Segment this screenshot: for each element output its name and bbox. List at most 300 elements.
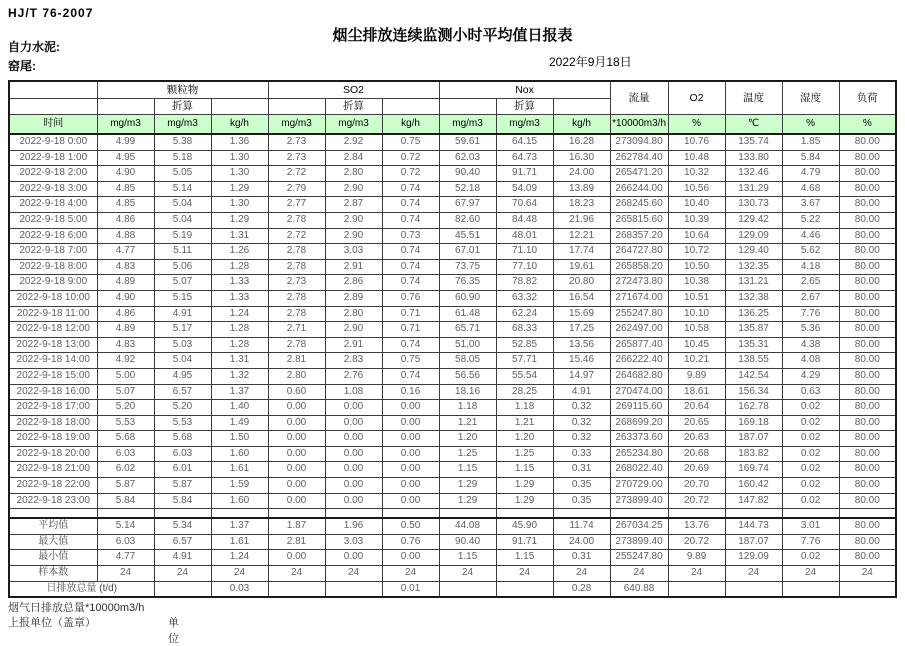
value-cell: 2.78 — [268, 337, 325, 353]
value-cell: 2.78 — [268, 212, 325, 228]
summary-value-cell: 20.72 — [668, 534, 725, 550]
value-cell: 0.35 — [553, 493, 610, 509]
unit-cell: % — [839, 115, 896, 135]
time-cell: 2022-9-18 17:00 — [9, 400, 97, 416]
value-cell: 1.40 — [211, 400, 268, 416]
blank-cell — [211, 99, 268, 115]
value-cell: 5.15 — [154, 290, 211, 306]
value-cell: 73.75 — [439, 259, 496, 275]
value-cell: 1.25 — [439, 446, 496, 462]
value-cell: 15.69 — [553, 306, 610, 322]
blank-cell — [268, 99, 325, 115]
table-row — [9, 244, 896, 260]
value-cell: 61.48 — [439, 306, 496, 322]
value-cell: 4.99 — [97, 134, 154, 150]
value-cell: 64.73 — [496, 150, 553, 166]
value-cell: 1.28 — [211, 337, 268, 353]
value-cell: 4.18 — [782, 259, 839, 275]
value-cell: 24.00 — [553, 166, 610, 182]
value-cell: 13.56 — [553, 337, 610, 353]
value-cell: 270729.00 — [610, 478, 668, 494]
value-cell: 2.89 — [325, 290, 382, 306]
value-cell: 5.07 — [154, 275, 211, 291]
value-cell: 70.64 — [496, 197, 553, 213]
time-cell: 2022-9-18 6:00 — [9, 228, 97, 244]
daily-total-cell: 0.28 — [553, 581, 610, 597]
unit-cell: mg/m3 — [97, 115, 154, 135]
value-cell: 1.59 — [211, 478, 268, 494]
value-cell: 0.32 — [553, 415, 610, 431]
daily-total-cell — [154, 581, 211, 597]
blank-cell — [9, 509, 97, 519]
value-cell: 5.06 — [154, 259, 211, 275]
kiln-label: 窑尾: — [8, 59, 36, 73]
group-header-pm: 颗粒物 — [97, 81, 268, 99]
summary-row — [9, 550, 896, 566]
value-cell: 2.76 — [325, 368, 382, 384]
value-cell: 5.05 — [154, 166, 211, 182]
value-cell: 2.67 — [782, 290, 839, 306]
time-header: 时间 — [9, 115, 97, 135]
summary-value-cell: 24 — [97, 566, 154, 582]
value-cell: 80.00 — [839, 306, 896, 322]
value-cell: 1.08 — [325, 384, 382, 400]
table-row — [9, 431, 896, 447]
value-cell: 4.90 — [97, 166, 154, 182]
value-cell: 4.85 — [97, 181, 154, 197]
summary-value-cell: 4.77 — [97, 550, 154, 566]
value-cell: 4.08 — [782, 353, 839, 369]
value-cell: 13.89 — [553, 181, 610, 197]
value-cell: 265877.40 — [610, 337, 668, 353]
value-cell: 2.80 — [325, 306, 382, 322]
time-cell: 2022-9-18 19:00 — [9, 431, 97, 447]
value-cell: 16.28 — [553, 134, 610, 150]
value-cell: 131.29 — [725, 181, 782, 197]
value-cell: 4.95 — [154, 368, 211, 384]
summary-value-cell: 273899.40 — [610, 534, 668, 550]
value-cell: 65.71 — [439, 322, 496, 338]
value-cell: 10.58 — [668, 322, 725, 338]
summary-value-cell: 5.14 — [97, 518, 154, 534]
summary-row — [9, 566, 896, 582]
value-cell: 0.00 — [268, 431, 325, 447]
summary-value-cell: 0.00 — [325, 550, 382, 566]
value-cell: 4.89 — [97, 322, 154, 338]
value-cell: 80.00 — [839, 322, 896, 338]
value-cell: 5.53 — [154, 415, 211, 431]
value-cell: 4.90 — [97, 290, 154, 306]
value-cell: 20.70 — [668, 478, 725, 494]
value-cell: 0.02 — [782, 478, 839, 494]
subheader-converted-nox: 折算 — [496, 99, 553, 115]
value-cell: 1.32 — [211, 368, 268, 384]
value-cell: 80.00 — [839, 415, 896, 431]
value-cell: 1.21 — [439, 415, 496, 431]
subheader-converted-so2: 折算 — [325, 99, 382, 115]
summary-value-cell: 24 — [668, 566, 725, 582]
value-cell: 0.00 — [382, 400, 439, 416]
time-cell: 2022-9-18 8:00 — [9, 259, 97, 275]
value-cell: 0.71 — [382, 306, 439, 322]
daily-total-cell: 0.03 — [211, 581, 268, 597]
value-cell: 6.03 — [97, 446, 154, 462]
value-cell: 5.62 — [782, 244, 839, 260]
value-cell: 6.01 — [154, 462, 211, 478]
value-cell: 80.00 — [839, 446, 896, 462]
value-cell: 80.00 — [839, 353, 896, 369]
value-cell: 0.00 — [325, 446, 382, 462]
unit-cell: mg/m3 — [325, 115, 382, 135]
value-cell: 80.00 — [839, 181, 896, 197]
value-cell: 62.03 — [439, 150, 496, 166]
value-cell: 272473.80 — [610, 275, 668, 291]
value-cell: 132.38 — [725, 290, 782, 306]
time-cell: 2022-9-18 10:00 — [9, 290, 97, 306]
summary-value-cell: 187.07 — [725, 534, 782, 550]
value-cell: 1.85 — [782, 134, 839, 150]
value-cell: 6.03 — [154, 446, 211, 462]
value-cell: 255247.80 — [610, 306, 668, 322]
value-cell: 187.07 — [725, 431, 782, 447]
value-cell: 265858.20 — [610, 259, 668, 275]
value-cell: 264727.80 — [610, 244, 668, 260]
unit-cell: kg/h — [211, 115, 268, 135]
value-cell: 14.97 — [553, 368, 610, 384]
value-cell: 1.31 — [211, 353, 268, 369]
unit-label: 单位 — [168, 617, 179, 645]
value-cell: 0.73 — [382, 228, 439, 244]
value-cell: 268357.20 — [610, 228, 668, 244]
value-cell: 63.32 — [496, 290, 553, 306]
standard-code: HJ/T 76-2007 — [8, 6, 94, 20]
value-cell: 10.51 — [668, 290, 725, 306]
summary-value-cell: 3.01 — [782, 518, 839, 534]
value-cell: 10.39 — [668, 212, 725, 228]
value-cell: 269115.60 — [610, 400, 668, 416]
value-cell: 80.00 — [839, 368, 896, 384]
value-cell: 0.74 — [382, 197, 439, 213]
summary-value-cell: 1.96 — [325, 518, 382, 534]
value-cell: 268245.60 — [610, 197, 668, 213]
value-cell: 80.00 — [839, 478, 896, 494]
value-cell: 2.90 — [325, 228, 382, 244]
table-row — [9, 322, 896, 338]
reporting-unit-line — [8, 614, 179, 645]
value-cell: 1.33 — [211, 275, 268, 291]
summary-value-cell: 24 — [439, 566, 496, 582]
value-cell: 80.00 — [839, 400, 896, 416]
value-cell: 183.82 — [725, 446, 782, 462]
summary-label: 样本数 — [9, 566, 97, 582]
value-cell: 5.20 — [97, 400, 154, 416]
summary-value-cell: 1.15 — [439, 550, 496, 566]
summary-value-cell: 4.91 — [154, 550, 211, 566]
value-cell: 4.77 — [97, 244, 154, 260]
value-cell: 5.22 — [782, 212, 839, 228]
value-cell: 271674.00 — [610, 290, 668, 306]
value-cell: 0.00 — [268, 446, 325, 462]
value-cell: 2.77 — [268, 197, 325, 213]
summary-value-cell: 80.00 — [839, 518, 896, 534]
blank-cell — [439, 509, 496, 519]
value-cell: 1.29 — [496, 478, 553, 494]
value-cell: 1.25 — [496, 446, 553, 462]
summary-value-cell: 0.50 — [382, 518, 439, 534]
value-cell: 64.15 — [496, 134, 553, 150]
blank-cell — [268, 509, 325, 519]
value-cell: 18.16 — [439, 384, 496, 400]
daily-total-cell — [668, 581, 725, 597]
table-row — [9, 181, 896, 197]
value-cell: 266222.40 — [610, 353, 668, 369]
subheader-converted-pm: 折算 — [154, 99, 211, 115]
time-cell: 2022-9-18 18:00 — [9, 415, 97, 431]
summary-value-cell: 24 — [154, 566, 211, 582]
value-cell: 0.32 — [553, 400, 610, 416]
value-cell: 4.29 — [782, 368, 839, 384]
value-cell: 263373.60 — [610, 431, 668, 447]
value-cell: 56.56 — [439, 368, 496, 384]
value-cell: 132.46 — [725, 166, 782, 182]
value-cell: 2.79 — [268, 181, 325, 197]
value-cell: 2.73 — [268, 150, 325, 166]
header-humidity: 湿度 — [782, 81, 839, 115]
value-cell: 77.10 — [496, 259, 553, 275]
value-cell: 265471.20 — [610, 166, 668, 182]
summary-value-cell: 3.03 — [325, 534, 382, 550]
value-cell: 129.40 — [725, 244, 782, 260]
company-name: 自力水泥: — [8, 40, 60, 54]
value-cell: 16.30 — [553, 150, 610, 166]
value-cell: 17.74 — [553, 244, 610, 260]
value-cell: 2.71 — [268, 322, 325, 338]
value-cell: 0.76 — [382, 290, 439, 306]
value-cell: 6.57 — [154, 384, 211, 400]
table-row — [9, 478, 896, 494]
group-header-so2: SO2 — [268, 81, 439, 99]
value-cell: 0.75 — [382, 353, 439, 369]
table-row — [9, 275, 896, 291]
value-cell: 62.24 — [496, 306, 553, 322]
summary-label: 最大值 — [9, 534, 97, 550]
header-o2: O2 — [668, 81, 725, 115]
value-cell: 264682.80 — [610, 368, 668, 384]
summary-row — [9, 518, 896, 534]
value-cell: 2.78 — [268, 259, 325, 275]
time-cell: 2022-9-18 3:00 — [9, 181, 97, 197]
value-cell: 2.72 — [268, 166, 325, 182]
value-cell: 4.91 — [553, 384, 610, 400]
value-cell: 0.00 — [325, 415, 382, 431]
value-cell: 5.68 — [154, 431, 211, 447]
value-cell: 169.18 — [725, 415, 782, 431]
value-cell: 48.01 — [496, 228, 553, 244]
value-cell: 0.00 — [268, 493, 325, 509]
unit-cell: mg/m3 — [496, 115, 553, 135]
value-cell: 20.69 — [668, 462, 725, 478]
summary-value-cell: 1.15 — [496, 550, 553, 566]
value-cell: 12.21 — [553, 228, 610, 244]
table-row — [9, 384, 896, 400]
unit-cell: *10000m3/h — [610, 115, 668, 135]
value-cell: 2.73 — [268, 134, 325, 150]
value-cell: 5.84 — [782, 150, 839, 166]
table-header — [9, 81, 896, 134]
value-cell: 0.74 — [382, 244, 439, 260]
summary-value-cell: 24 — [496, 566, 553, 582]
value-cell: 80.00 — [839, 228, 896, 244]
value-cell: 129.42 — [725, 212, 782, 228]
value-cell: 2.90 — [325, 181, 382, 197]
value-cell: 16.54 — [553, 290, 610, 306]
table-row — [9, 337, 896, 353]
daily-total-cell — [325, 581, 382, 597]
summary-value-cell: 1.37 — [211, 518, 268, 534]
value-cell: 4.79 — [782, 166, 839, 182]
value-cell: 20.63 — [668, 431, 725, 447]
value-cell: 2.84 — [325, 150, 382, 166]
value-cell: 2.91 — [325, 259, 382, 275]
value-cell: 0.00 — [325, 400, 382, 416]
value-cell: 1.33 — [211, 290, 268, 306]
value-cell: 80.00 — [839, 290, 896, 306]
value-cell: 130.73 — [725, 197, 782, 213]
value-cell: 2.80 — [268, 368, 325, 384]
value-cell: 169.74 — [725, 462, 782, 478]
value-cell: 10.64 — [668, 228, 725, 244]
value-cell: 84.48 — [496, 212, 553, 228]
value-cell: 80.00 — [839, 259, 896, 275]
unit-cell: kg/h — [382, 115, 439, 135]
value-cell: 1.28 — [211, 259, 268, 275]
value-cell: 78.82 — [496, 275, 553, 291]
value-cell: 2.90 — [325, 212, 382, 228]
table-row — [9, 290, 896, 306]
summary-value-cell: 0.00 — [268, 550, 325, 566]
value-cell: 80.00 — [839, 275, 896, 291]
value-cell: 0.00 — [325, 431, 382, 447]
blank-cell — [97, 509, 154, 519]
summary-value-cell: 90.40 — [439, 534, 496, 550]
value-cell: 0.00 — [325, 478, 382, 494]
value-cell: 5.00 — [97, 368, 154, 384]
value-cell: 4.88 — [97, 228, 154, 244]
value-cell: 10.48 — [668, 150, 725, 166]
blank-cell — [211, 509, 268, 519]
report-date: 2022年9月18日 — [549, 55, 632, 69]
table-row — [9, 134, 896, 150]
blank-cell — [553, 509, 610, 519]
daily-total-cell — [268, 581, 325, 597]
time-cell: 2022-9-18 20:00 — [9, 446, 97, 462]
value-cell: 129.09 — [725, 228, 782, 244]
value-cell: 0.00 — [325, 462, 382, 478]
table-row — [9, 353, 896, 369]
time-cell: 2022-9-18 14:00 — [9, 353, 97, 369]
value-cell: 80.00 — [839, 384, 896, 400]
blank-cell — [382, 509, 439, 519]
value-cell: 91.71 — [496, 166, 553, 182]
value-cell: 0.74 — [382, 181, 439, 197]
daily-total-cell — [439, 581, 496, 597]
time-cell: 2022-9-18 23:00 — [9, 493, 97, 509]
value-cell: 262784.40 — [610, 150, 668, 166]
value-cell: 20.65 — [668, 415, 725, 431]
value-cell: 0.74 — [382, 259, 439, 275]
value-cell: 58.05 — [439, 353, 496, 369]
summary-value-cell: 6.57 — [154, 534, 211, 550]
summary-value-cell: 80.00 — [839, 550, 896, 566]
value-cell: 5.20 — [154, 400, 211, 416]
value-cell: 1.20 — [439, 431, 496, 447]
value-cell: 1.60 — [211, 446, 268, 462]
blank-cell — [496, 509, 553, 519]
time-cell: 2022-9-18 15:00 — [9, 368, 97, 384]
value-cell: 1.60 — [211, 493, 268, 509]
value-cell: 1.29 — [496, 493, 553, 509]
value-cell: 1.28 — [211, 322, 268, 338]
value-cell: 1.29 — [439, 493, 496, 509]
summary-value-cell: 1.87 — [268, 518, 325, 534]
summary-value-cell: 24 — [610, 566, 668, 582]
daily-total-row — [9, 581, 896, 597]
value-cell: 5.03 — [154, 337, 211, 353]
value-cell: 10.40 — [668, 197, 725, 213]
summary-value-cell: 24 — [725, 566, 782, 582]
value-cell: 1.29 — [211, 212, 268, 228]
unit-cell: % — [782, 115, 839, 135]
value-cell: 2.72 — [268, 228, 325, 244]
value-cell: 0.63 — [782, 384, 839, 400]
summary-value-cell: 129.09 — [725, 550, 782, 566]
value-cell: 5.07 — [97, 384, 154, 400]
summary-value-cell: 24.00 — [553, 534, 610, 550]
value-cell: 266244.00 — [610, 181, 668, 197]
value-cell: 54.09 — [496, 181, 553, 197]
time-cell: 2022-9-18 4:00 — [9, 197, 97, 213]
value-cell: 5.36 — [782, 322, 839, 338]
summary-value-cell: 9.89 — [668, 550, 725, 566]
value-cell: 18.61 — [668, 384, 725, 400]
value-cell: 80.00 — [839, 493, 896, 509]
value-cell: 1.24 — [211, 306, 268, 322]
value-cell: 71.10 — [496, 244, 553, 260]
value-cell: 2.90 — [325, 322, 382, 338]
value-cell: 1.29 — [211, 181, 268, 197]
value-cell: 2.91 — [325, 337, 382, 353]
value-cell: 10.32 — [668, 166, 725, 182]
value-cell: 6.02 — [97, 462, 154, 478]
value-cell: 162.78 — [725, 400, 782, 416]
summary-value-cell: 45.90 — [496, 518, 553, 534]
summary-value-cell: 91.71 — [496, 534, 553, 550]
value-cell: 0.74 — [382, 368, 439, 384]
value-cell: 60.90 — [439, 290, 496, 306]
value-cell: 0.00 — [382, 493, 439, 509]
time-cell: 2022-9-18 11:00 — [9, 306, 97, 322]
summary-value-cell: 13.76 — [668, 518, 725, 534]
summary-value-cell: 2.81 — [268, 534, 325, 550]
value-cell: 160.42 — [725, 478, 782, 494]
blank-cell — [610, 509, 668, 519]
value-cell: 0.00 — [268, 400, 325, 416]
value-cell: 5.14 — [154, 181, 211, 197]
blank-cell — [439, 99, 496, 115]
value-cell: 80.00 — [839, 134, 896, 150]
value-cell: 5.84 — [97, 493, 154, 509]
header-temperature: 温度 — [725, 81, 782, 115]
